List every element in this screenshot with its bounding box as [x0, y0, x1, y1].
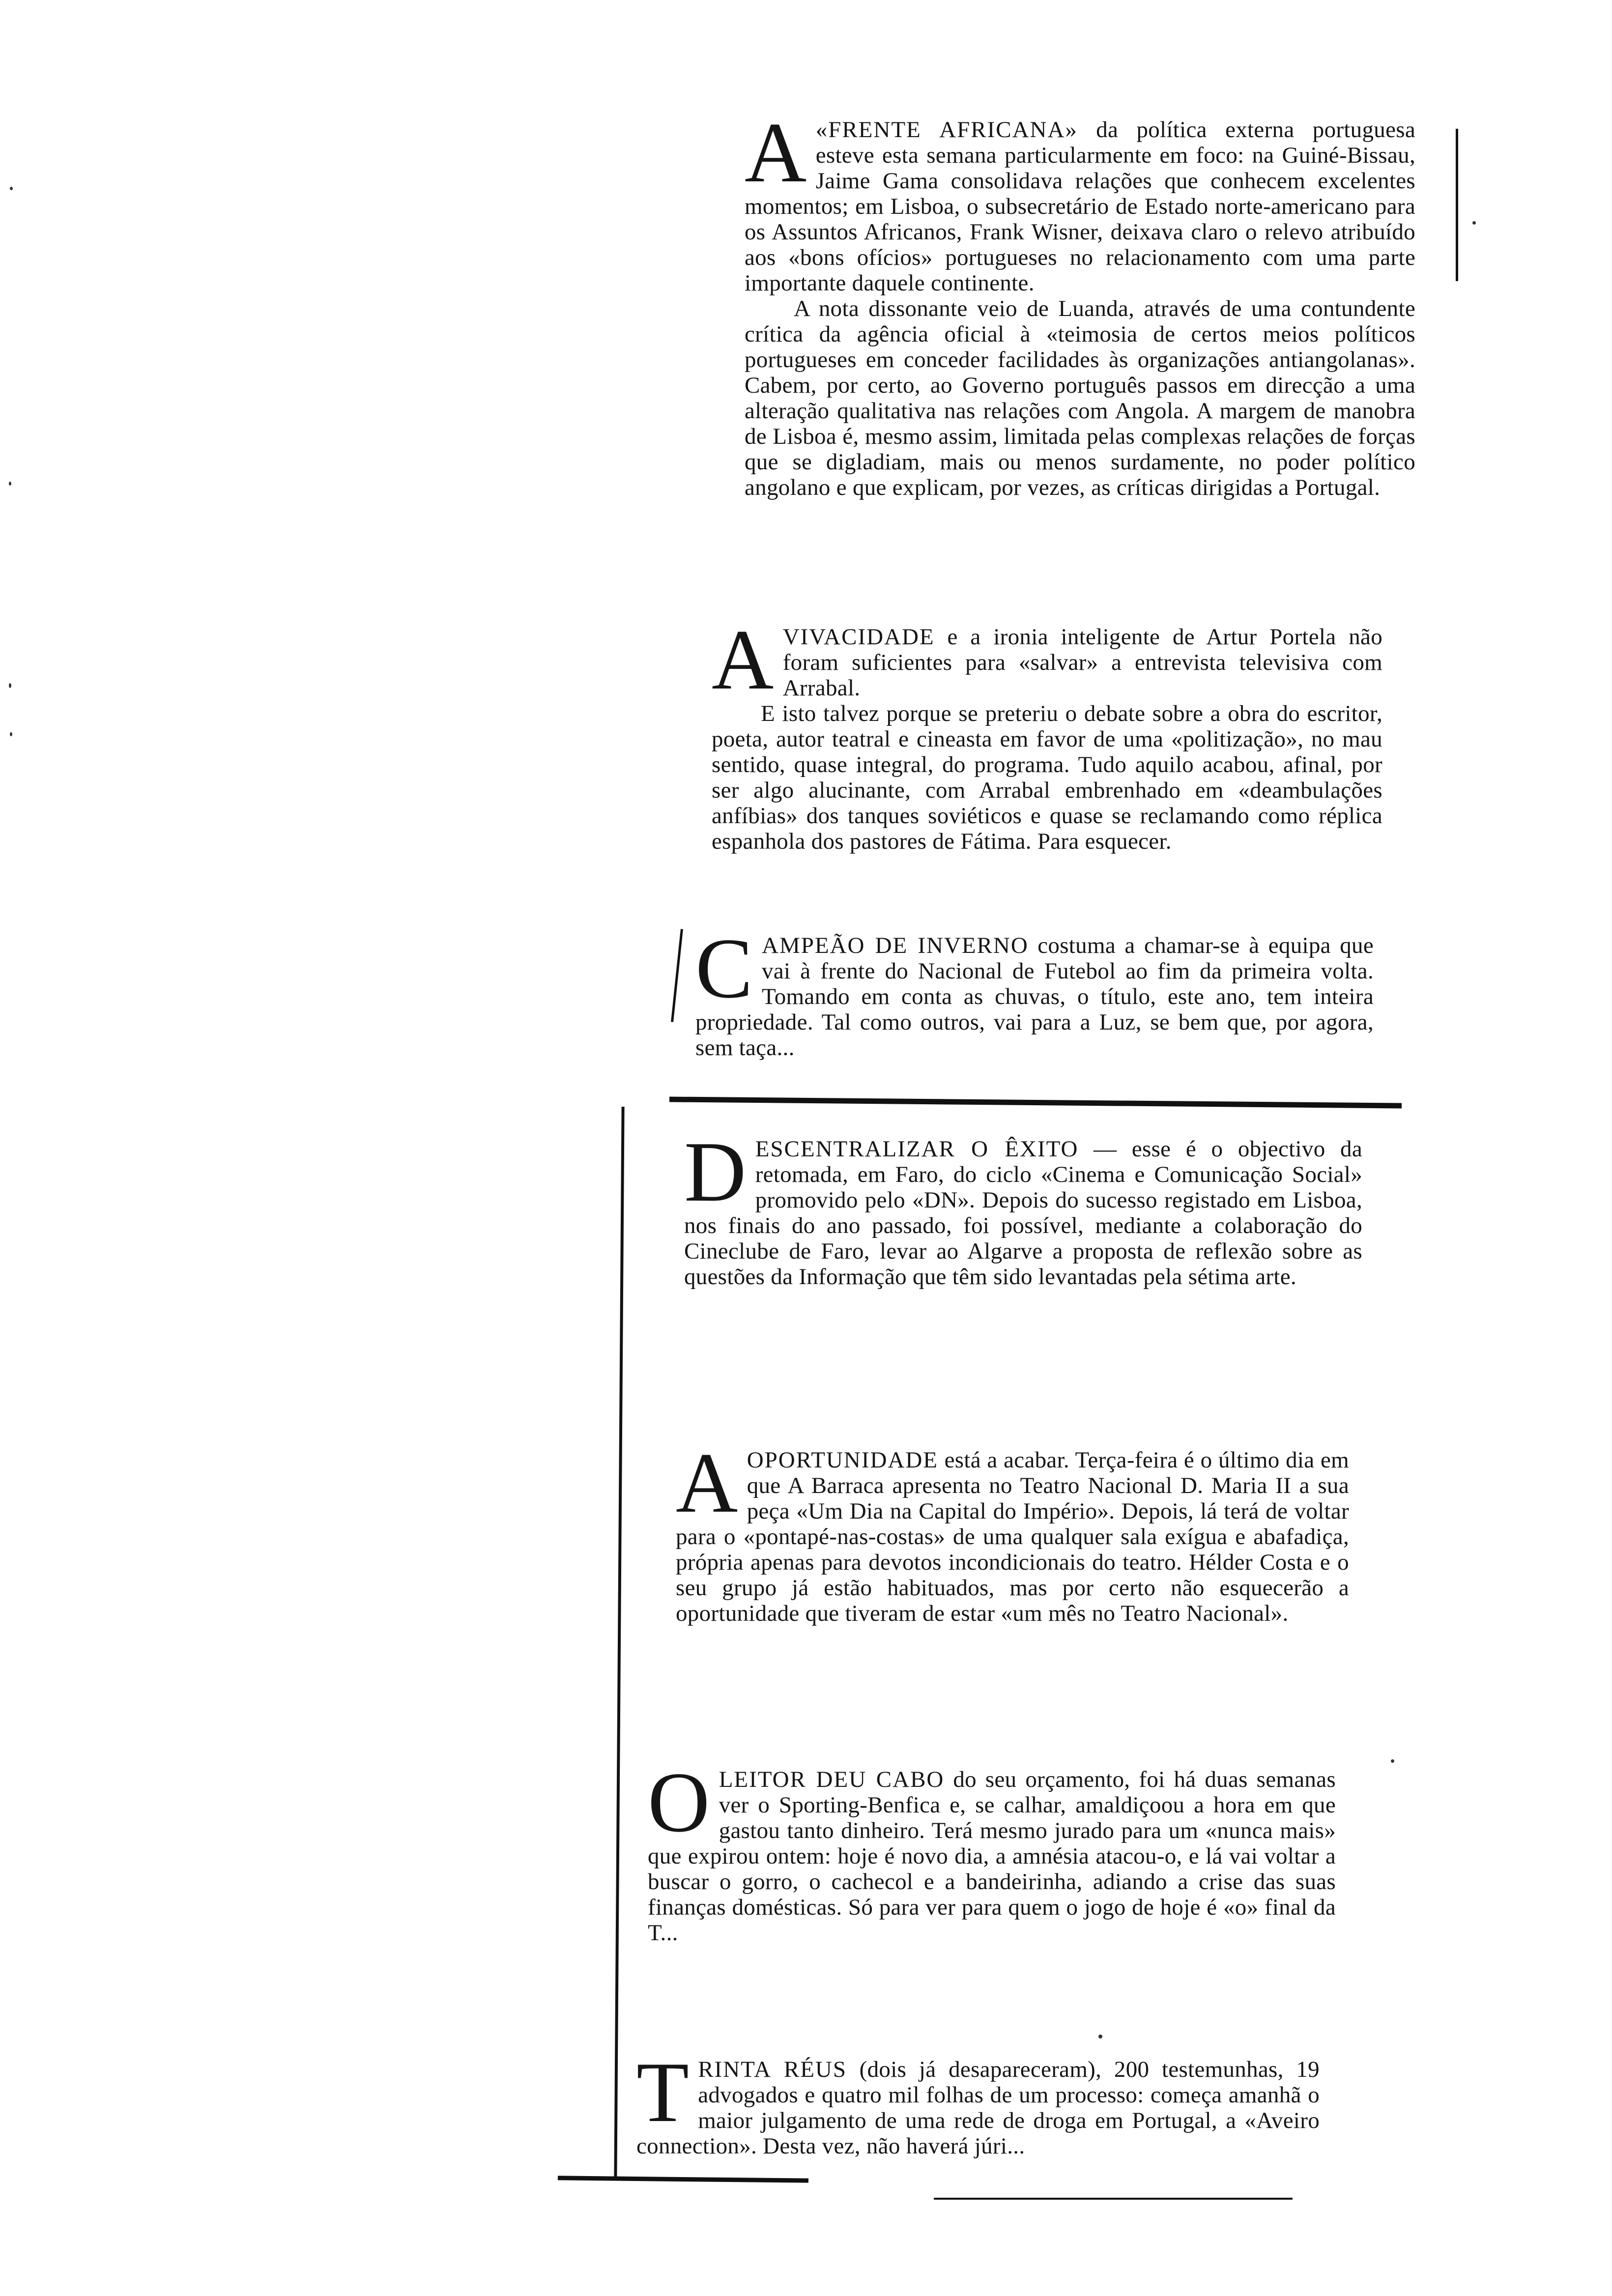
- item-text: da política externa portuguesa esteve esta semana particularmente em foco: na Guiné-Bissau, Jaime Gama consolidava relações que conhecem excelentes momentos; em Lisboa, o subsecretário de Estado norte-americano para os Assuntos Africanos, Frank Wisner, deixava claro o relevo atribuído aos «bons ofícios» portugueses no relacionamento com uma parte importante daquele continente.: [745, 117, 1415, 296]
- news-item-paragraph: [648, 1754, 1336, 1946]
- scan-speck: [10, 732, 12, 736]
- news-item-paragraph: [745, 105, 1415, 296]
- item-lead: RINTA RÉUS: [698, 2057, 847, 2082]
- item-text: e a ironia inteligente de Artur Portela não foram suficientes para «salvar» a entrevista televisiva com Arrabal.: [782, 624, 1382, 701]
- bottom-rule-right: [934, 2198, 1293, 2200]
- news-item-paragraph: [695, 920, 1374, 1061]
- news-item-paragraph: [745, 296, 1415, 500]
- item-text: E isto talvez porque se preteriu o debate sobre a obra do escritor, poeta, autor teatral e cineasta em favor de uma «politização», no mau sentido, quase integral, do programa. Tudo aquilo acabou, afinal, por ser algo alucinante, com Arrabal embrenhado em «deambulações anfíbias» dos tanques soviéticos e quase se reclamando como réplica espanhola dos pastores de Fátima. Para esquecer.: [712, 701, 1382, 854]
- scan-speck: [1098, 2035, 1102, 2038]
- item-text: está a acabar. Terça-feira é o último dia em que A Barraca apresenta no Teatro Nacional D. Maria II a sua peça «Um Dia na Capital do Império». Depois, lá terá de voltar para o «pontapé-nas-costas» de uma qualquer sala exígua e abafadiça, própria apenas para devotos incondicionais do teatro. Hélder Costa e o seu grupo já estão habituados, mas por certo não esquecerão a oportunidade que tiveram de estar «um mês no Teatro Nacional».: [676, 1447, 1349, 1626]
- item-text: costuma a chamar-se à equipa que vai à frente do Nacional de Futebol ao fim da primeira volta. Tomando em conta as chuvas, o título, este ano, tem inteira propriedade. Tal como outros, vai para a Luz, se bem que, por agora, sem taça...: [695, 933, 1374, 1061]
- item-lead: OPORTUNIDADE: [747, 1447, 939, 1473]
- drop-cap: C: [695, 920, 753, 1016]
- item-text: (dois já desapareceram), 200 testemunhas, 19 advogados e quatro mil folhas de um processo: começa amanhã o maior julgamento de uma rede de droga em Portugal, a «Aveiro connection». Desta vez, não haverá júri...: [636, 2057, 1320, 2159]
- news-item-leitor-deu-cabo: [648, 1754, 1336, 1946]
- column-border-right: [1456, 129, 1458, 281]
- item-lead: VIVACIDADE: [782, 624, 935, 650]
- item-lead: ESCENTRALIZAR O ÊXITO: [755, 1136, 1079, 1162]
- news-item-campeao-de-inverno: [695, 920, 1374, 1061]
- news-item-descentralizar: [684, 1124, 1362, 1290]
- news-item-trinta-reus: [636, 2044, 1320, 2159]
- column-border-left: [614, 1107, 624, 2181]
- item-lead: LEITOR DEU CABO: [719, 1767, 945, 1792]
- news-item-paragraph: [712, 612, 1382, 707]
- news-item-paragraph: [636, 2044, 1320, 2159]
- item-text: — esse é o objectivo da retomada, em Faro, do ciclo «Cinema e Comunicação Social» promovido pelo «DN». Depois do sucesso registado em Lisboa, nos finais do ano passado, foi possível, mediante a colaboração do Cineclube de Faro, levar ao Algarve a proposta de reflexão sobre as questões da Informação que têm sido levantadas pela sétima arte.: [684, 1136, 1362, 1290]
- drop-cap: A: [745, 105, 807, 200]
- drop-cap: A: [676, 1435, 738, 1530]
- scan-speck: [1391, 1759, 1394, 1763]
- news-item-oportunidade: [676, 1435, 1349, 1626]
- scan-speck: [9, 482, 11, 486]
- item-lead: «FRENTE AFRICANA»: [815, 117, 1078, 143]
- item-text: A nota dissonante veio de Luanda, através de uma contundente crítica da agência oficial à «teimosia de certos meios políticos portugueses em conceder facilidades às organizações antiangolanas». Cabem, por certo, ao Governo português passos em direcção a uma alteração qualitativa nas relações com Angola. A margem de manobra de Lisboa é, mesmo assim, limitada pelas complexas relações de forças que se digladiam, mais ou menos surdamente, no poder político angolano e que explicam, por vezes, as críticas dirigidas a Portugal.: [745, 296, 1415, 500]
- news-item-paragraph: [712, 701, 1382, 854]
- scan-speck: [1472, 221, 1476, 225]
- drop-cap: A: [712, 612, 774, 707]
- drop-cap: T: [636, 2044, 690, 2140]
- item-lead: AMPEÃO DE INVERNO: [762, 933, 1029, 958]
- news-item-vivacidade: [712, 612, 1382, 854]
- news-item-paragraph: [676, 1435, 1349, 1626]
- news-item-paragraph: [684, 1124, 1362, 1290]
- news-item-frente-africana: [745, 105, 1415, 500]
- item-text: do seu orçamento, foi há duas semanas ver o Sporting-Benfica e, se calhar, amaldiçoou a hora em que gastou tanto dinheiro. Terá mesmo jurado para um «nunca mais» que expirou ontem: hoje é novo dia, a amnésia atacou-o, e lá vai voltar a buscar o gorro, o cachecol e a bandeirinha, adiando a crise das suas finanças domésticas. Só para ver para quem o jogo de hoje é «o» final da T...: [648, 1767, 1336, 1946]
- drop-cap: O: [648, 1754, 710, 1850]
- bottom-rule-left: [558, 2176, 808, 2182]
- item-separator-rule: [669, 1096, 1402, 1108]
- drop-cap: D: [684, 1124, 747, 1219]
- left-margin-mark: [671, 929, 683, 1022]
- scan-speck: [9, 683, 11, 688]
- scan-speck: [10, 187, 13, 190]
